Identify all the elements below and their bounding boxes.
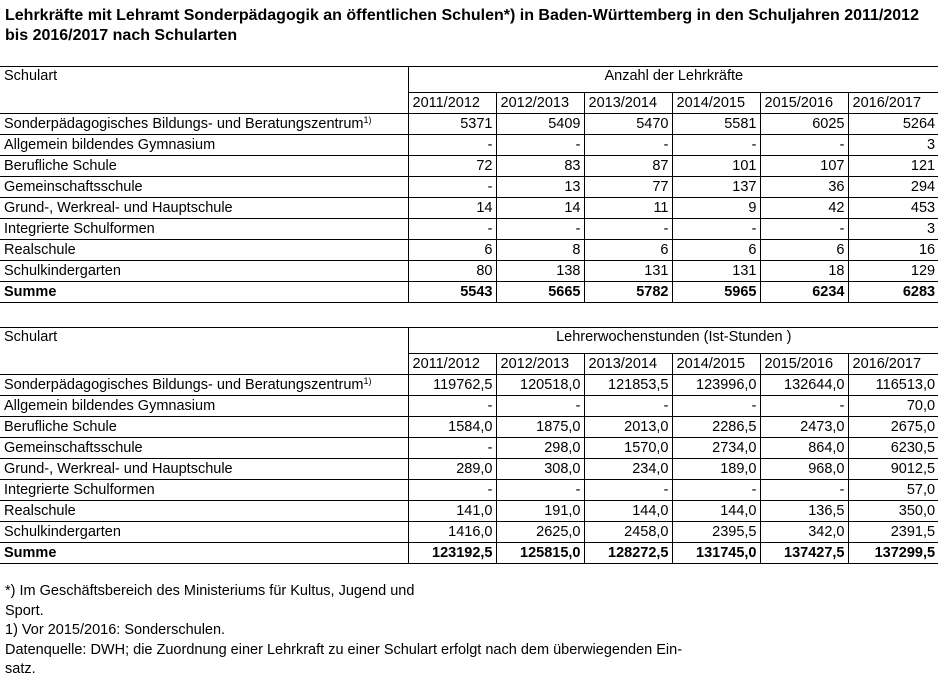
row-label-text: Berufliche Schule bbox=[4, 157, 117, 174]
header-row-group bbox=[0, 328, 938, 354]
table-cell: 136,5 bbox=[760, 501, 848, 522]
table-row bbox=[0, 240, 938, 261]
table-cell: 342,0 bbox=[760, 522, 848, 543]
table-cell: 132644,0 bbox=[760, 375, 848, 396]
table-row bbox=[0, 156, 938, 177]
table-cell: - bbox=[760, 219, 848, 240]
table-cell: 121853,5 bbox=[584, 375, 672, 396]
table-cell: 2458,0 bbox=[584, 522, 672, 543]
table-cell: 144,0 bbox=[672, 501, 760, 522]
table-cell: 120518,0 bbox=[496, 375, 584, 396]
footnotes bbox=[5, 582, 765, 680]
year-header: 2013/2014 bbox=[584, 93, 672, 114]
document-title: Lehrkräfte mit Lehramt Sonderpädagogik an öffentlichen Schulen*) in Baden-Württemberg in den Schuljahren 2011/2012 bis 2016/2017 nach Schularten bbox=[5, 7, 919, 44]
sum-cell: 5965 bbox=[672, 282, 760, 303]
year-header: 2015/2016 bbox=[760, 93, 848, 114]
row-label bbox=[0, 375, 408, 396]
row-label bbox=[0, 261, 408, 282]
teacher-count-table bbox=[0, 66, 938, 303]
year-header: 2012/2013 bbox=[496, 354, 584, 375]
year-header: 2014/2015 bbox=[672, 93, 760, 114]
table-row bbox=[0, 375, 938, 396]
year-header: 2014/2015 bbox=[672, 354, 760, 375]
row-label-text: Schulkindergarten bbox=[4, 262, 121, 279]
footnote-marker: 1) bbox=[363, 114, 372, 125]
table-cell: 121 bbox=[848, 156, 938, 177]
row-label-text: Integrierte Schulformen bbox=[4, 481, 155, 498]
table-cell: 14 bbox=[408, 198, 496, 219]
table-cell: 6 bbox=[408, 240, 496, 261]
row-label-text: Sonderpädagogisches Bildungs- und Beratungszentrum bbox=[4, 115, 364, 132]
table-cell: 70,0 bbox=[848, 396, 938, 417]
table-cell: - bbox=[408, 219, 496, 240]
table-cell: 2286,5 bbox=[672, 417, 760, 438]
table-cell: - bbox=[672, 219, 760, 240]
table-cell: - bbox=[408, 177, 496, 198]
row-label bbox=[0, 480, 408, 501]
column-header-schulart: Schulart bbox=[0, 67, 408, 114]
sum-cell: 6234 bbox=[760, 282, 848, 303]
row-label bbox=[0, 459, 408, 480]
row-label-text: Berufliche Schule bbox=[4, 418, 117, 435]
table-cell: - bbox=[672, 480, 760, 501]
table-cell: 3 bbox=[848, 135, 938, 156]
table-cell: 131 bbox=[584, 261, 672, 282]
sum-cell: 131745,0 bbox=[672, 543, 760, 564]
row-label-text: Realschule bbox=[4, 502, 76, 519]
row-label bbox=[0, 438, 408, 459]
row-label bbox=[0, 240, 408, 261]
table-row bbox=[0, 459, 938, 480]
sum-row bbox=[0, 543, 938, 564]
table-cell: 234,0 bbox=[584, 459, 672, 480]
table-cell: 138 bbox=[496, 261, 584, 282]
row-label-text: Schulkindergarten bbox=[4, 523, 121, 540]
header-row-group bbox=[0, 67, 938, 93]
row-label bbox=[0, 522, 408, 543]
table-row bbox=[0, 480, 938, 501]
table-cell: - bbox=[496, 480, 584, 501]
sum-cell: 137299,5 bbox=[848, 543, 938, 564]
table-cell: - bbox=[496, 219, 584, 240]
table-cell: 141,0 bbox=[408, 501, 496, 522]
table-cell: 6 bbox=[584, 240, 672, 261]
row-label-text: Grund-, Werkreal- und Hauptschule bbox=[4, 199, 233, 216]
table-cell: - bbox=[760, 396, 848, 417]
table-cell: 1416,0 bbox=[408, 522, 496, 543]
table-cell: - bbox=[760, 135, 848, 156]
sum-cell: 137427,5 bbox=[760, 543, 848, 564]
table-cell: 5264 bbox=[848, 114, 938, 135]
sum-cell: 5543 bbox=[408, 282, 496, 303]
footnote-marker: 1) bbox=[363, 375, 372, 386]
table-cell: 2625,0 bbox=[496, 522, 584, 543]
year-header: 2016/2017 bbox=[848, 93, 938, 114]
table-cell: 968,0 bbox=[760, 459, 848, 480]
table-row bbox=[0, 501, 938, 522]
sum-cell: 6283 bbox=[848, 282, 938, 303]
table-cell: - bbox=[672, 396, 760, 417]
sum-cell: 5782 bbox=[584, 282, 672, 303]
table-row bbox=[0, 396, 938, 417]
sum-cell: 123192,5 bbox=[408, 543, 496, 564]
table-cell: 864,0 bbox=[760, 438, 848, 459]
year-header: 2012/2013 bbox=[496, 93, 584, 114]
table-cell: 189,0 bbox=[672, 459, 760, 480]
table-cell: - bbox=[584, 480, 672, 501]
year-header: 2011/2012 bbox=[408, 354, 496, 375]
table-cell: 6 bbox=[760, 240, 848, 261]
year-header: 2016/2017 bbox=[848, 354, 938, 375]
year-header: 2011/2012 bbox=[408, 93, 496, 114]
table-cell: 2675,0 bbox=[848, 417, 938, 438]
table-cell: - bbox=[496, 135, 584, 156]
table-cell: - bbox=[496, 396, 584, 417]
row-label bbox=[0, 417, 408, 438]
row-label-text: Allgemein bildendes Gymnasium bbox=[4, 136, 216, 153]
table-cell: 2013,0 bbox=[584, 417, 672, 438]
table-cell: - bbox=[408, 438, 496, 459]
row-label bbox=[0, 396, 408, 417]
table-cell: 1875,0 bbox=[496, 417, 584, 438]
table-cell: 131 bbox=[672, 261, 760, 282]
table-cell: 57,0 bbox=[848, 480, 938, 501]
row-label-text: Sonderpädagogisches Bildungs- und Beratungszentrum bbox=[4, 376, 364, 393]
row-label-text: Integrierte Schulformen bbox=[4, 220, 155, 237]
column-header-schulart: Schulart bbox=[0, 328, 408, 375]
row-label bbox=[0, 114, 408, 135]
table-cell: 6025 bbox=[760, 114, 848, 135]
table-cell: 83 bbox=[496, 156, 584, 177]
table-cell: 191,0 bbox=[496, 501, 584, 522]
footnote-line: 1) Vor 2015/2016: Sonderschulen. bbox=[5, 622, 226, 638]
table-cell: 107 bbox=[760, 156, 848, 177]
table-cell: 6230,5 bbox=[848, 438, 938, 459]
table-row bbox=[0, 114, 938, 135]
table-cell: 5581 bbox=[672, 114, 760, 135]
table-cell: 13 bbox=[496, 177, 584, 198]
footnote-line: Datenquelle: DWH; die Zuordnung einer Lehrkraft zu einer Schulart erfolgt nach dem überwiegenden Ein- bbox=[5, 641, 683, 658]
table-cell: 289,0 bbox=[408, 459, 496, 480]
row-label bbox=[0, 177, 408, 198]
table-cell: 6 bbox=[672, 240, 760, 261]
table-cell: 2734,0 bbox=[672, 438, 760, 459]
table-cell: 80 bbox=[408, 261, 496, 282]
table-cell: 87 bbox=[584, 156, 672, 177]
table-cell: 14 bbox=[496, 198, 584, 219]
table-cell: 1584,0 bbox=[408, 417, 496, 438]
table-row bbox=[0, 438, 938, 459]
table-cell: 36 bbox=[760, 177, 848, 198]
table-cell: 5371 bbox=[408, 114, 496, 135]
table-cell: 3 bbox=[848, 219, 938, 240]
table-cell: 137 bbox=[672, 177, 760, 198]
table-cell: - bbox=[584, 219, 672, 240]
table-row bbox=[0, 261, 938, 282]
table-cell: 18 bbox=[760, 261, 848, 282]
footnote-line: *) Im Geschäftsbereich des Ministeriums für Kultus, Jugend und bbox=[5, 583, 415, 599]
row-label bbox=[0, 219, 408, 240]
table-cell: 116513,0 bbox=[848, 375, 938, 396]
table-cell: 308,0 bbox=[496, 459, 584, 480]
row-label bbox=[0, 135, 408, 156]
sum-cell: 128272,5 bbox=[584, 543, 672, 564]
table-cell: 5409 bbox=[496, 114, 584, 135]
group-header: Lehrerwochenstunden (Ist-Stunden ) bbox=[408, 328, 938, 354]
table-cell: 298,0 bbox=[496, 438, 584, 459]
table-cell: 2473,0 bbox=[760, 417, 848, 438]
row-label bbox=[0, 198, 408, 219]
table-cell: 72 bbox=[408, 156, 496, 177]
table-cell: 144,0 bbox=[584, 501, 672, 522]
table-cell: 9012,5 bbox=[848, 459, 938, 480]
table-cell: 350,0 bbox=[848, 501, 938, 522]
table-row bbox=[0, 522, 938, 543]
teacher-hours-table bbox=[0, 327, 938, 564]
row-label-text: Grund-, Werkreal- und Hauptschule bbox=[4, 460, 233, 477]
table-cell: 2391,5 bbox=[848, 522, 938, 543]
row-label-text: Realschule bbox=[4, 241, 76, 258]
table-cell: - bbox=[408, 396, 496, 417]
table-cell: - bbox=[672, 135, 760, 156]
table-cell: 453 bbox=[848, 198, 938, 219]
table-cell: - bbox=[584, 135, 672, 156]
table-cell: 101 bbox=[672, 156, 760, 177]
group-header: Anzahl der Lehrkräfte bbox=[408, 67, 938, 93]
table-cell: 2395,5 bbox=[672, 522, 760, 543]
sum-cell: 5665 bbox=[496, 282, 584, 303]
table-cell: 1570,0 bbox=[584, 438, 672, 459]
table-row bbox=[0, 135, 938, 156]
table-row bbox=[0, 198, 938, 219]
table-cell: - bbox=[408, 135, 496, 156]
sum-label: Summe bbox=[0, 282, 408, 303]
table-cell: 16 bbox=[848, 240, 938, 261]
table-cell: 129 bbox=[848, 261, 938, 282]
table-cell: 8 bbox=[496, 240, 584, 261]
sum-row bbox=[0, 282, 938, 303]
row-label-text: Gemeinschaftsschule bbox=[4, 439, 143, 456]
footnote-line: Sport. bbox=[5, 602, 44, 619]
footnote-line: satz. bbox=[5, 661, 36, 677]
table-cell: 119762,5 bbox=[408, 375, 496, 396]
table-cell: - bbox=[584, 396, 672, 417]
year-header: 2015/2016 bbox=[760, 354, 848, 375]
table-cell: 77 bbox=[584, 177, 672, 198]
row-label bbox=[0, 501, 408, 522]
sum-cell: 125815,0 bbox=[496, 543, 584, 564]
table-cell: - bbox=[760, 480, 848, 501]
table-cell: 5470 bbox=[584, 114, 672, 135]
table-cell: - bbox=[408, 480, 496, 501]
table-cell: 123996,0 bbox=[672, 375, 760, 396]
table-cell: 9 bbox=[672, 198, 760, 219]
table-row bbox=[0, 417, 938, 438]
table-row bbox=[0, 219, 938, 240]
year-header: 2013/2014 bbox=[584, 354, 672, 375]
sum-label: Summe bbox=[0, 543, 408, 564]
table-cell: 294 bbox=[848, 177, 938, 198]
table-cell: 42 bbox=[760, 198, 848, 219]
row-label bbox=[0, 156, 408, 177]
table-row bbox=[0, 177, 938, 198]
table-cell: 11 bbox=[584, 198, 672, 219]
row-label-text: Allgemein bildendes Gymnasium bbox=[4, 397, 216, 414]
row-label-text: Gemeinschaftsschule bbox=[4, 178, 143, 195]
